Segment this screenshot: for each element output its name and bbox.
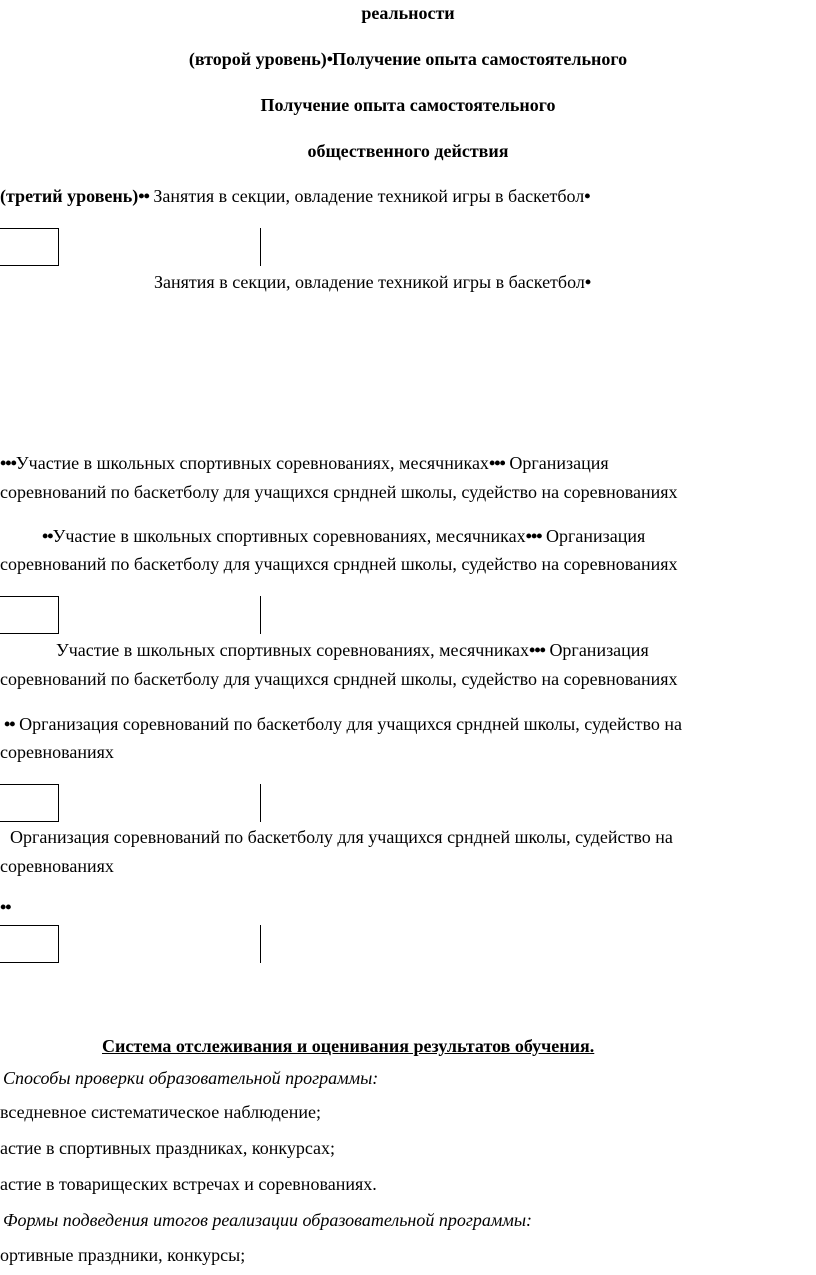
bullet-dots: •• <box>138 186 149 206</box>
bullet-dots: ••• <box>525 526 542 546</box>
bullet-dot: • <box>326 49 333 69</box>
bullet-dots: ••• <box>488 453 505 473</box>
block4-line2: соревнований по баскетболу для учащихся срндней школы, судейство на соревнованиях <box>0 669 678 689</box>
heading-public-action: общественного действия <box>307 141 509 161</box>
list-item: астие в спортивных праздниках, конкурсах; <box>0 1138 336 1158</box>
block2-text2: Организация <box>504 453 609 473</box>
level-label: (второй уровень) <box>188 49 327 69</box>
block3-text1: Участие в школьных спортивных соревнованиях, месячниках <box>52 526 526 546</box>
list-item: ортивные праздники, конкурсы; <box>0 1245 246 1265</box>
block3-text2: Организация <box>541 526 646 546</box>
list-item: вседневное систематическое наблюдение; <box>0 1102 322 1122</box>
level-text: Занятия в секции, овладение техникой игры в баскетбол <box>148 186 585 206</box>
block4-line1 <box>56 639 649 661</box>
heading-experience: Получение опыта самостоятельного <box>260 95 556 115</box>
section-title: Система отслеживания и оценивания результатов обучения. <box>102 1036 595 1056</box>
block5-line2: соревнованиях <box>0 742 114 762</box>
diagram-connector <box>260 228 261 266</box>
heading-reality: реальности <box>361 3 455 23</box>
block5-text1: Организация соревнований по баскетболу для учащихся срндней школы, судейство на <box>14 714 682 734</box>
bullet-dots: ••• <box>529 640 545 660</box>
block4-text1: Участие в школьных спортивных соревнованиях, месячниках <box>56 640 530 660</box>
block1-line <box>154 271 590 293</box>
block6-line2: соревнованиях <box>0 856 114 876</box>
block3-line2: соревнований по баскетболу для учащихся срндней школы, судейство на соревнованиях <box>0 554 678 574</box>
diagram-box <box>0 228 59 266</box>
list-item: астие в товарищеских встречах и соревнованиях. <box>0 1174 377 1194</box>
bullet-dots: •• <box>42 526 53 546</box>
diagram-box <box>0 784 59 822</box>
block3-line1 <box>42 525 645 547</box>
third-level-line <box>0 185 590 207</box>
diagram-box <box>0 925 59 963</box>
block4-text2: Организация <box>544 640 649 660</box>
bullet-dots: •• <box>4 714 15 734</box>
bullet-dot: • <box>584 272 591 292</box>
diagram-connector <box>260 784 261 822</box>
diagram-connector <box>260 925 261 963</box>
bullet-dots: ••• <box>0 453 16 473</box>
bullet-dot: • <box>584 186 590 206</box>
section-subtitle-methods: Способы проверки образовательной программы: <box>3 1068 379 1088</box>
level-text: Получение опыта самостоятельного <box>332 49 628 69</box>
block5-line1 <box>4 713 682 735</box>
block1-text: Занятия в секции, овладение техникой игры в баскетбол <box>154 272 585 292</box>
heading-second-level <box>0 48 816 70</box>
bullet-dots: •• <box>0 897 11 917</box>
block2-line2: соревнований по баскетболу для учащихся срндней школы, судейство на соревнованиях <box>0 482 678 502</box>
diagram-box <box>0 596 59 634</box>
block2-text1: Участие в школьных спортивных соревнованиях, месячниках <box>15 453 489 473</box>
section-subtitle-forms: Формы подведения итогов реализации образовательной программы: <box>3 1210 533 1230</box>
level-label: (третий уровень) <box>0 186 139 206</box>
block2-line1 <box>0 452 609 474</box>
diagram-connector <box>260 596 261 634</box>
block6-line1: Организация соревнований по баскетболу для учащихся срндней школы, судейство на <box>10 827 673 847</box>
